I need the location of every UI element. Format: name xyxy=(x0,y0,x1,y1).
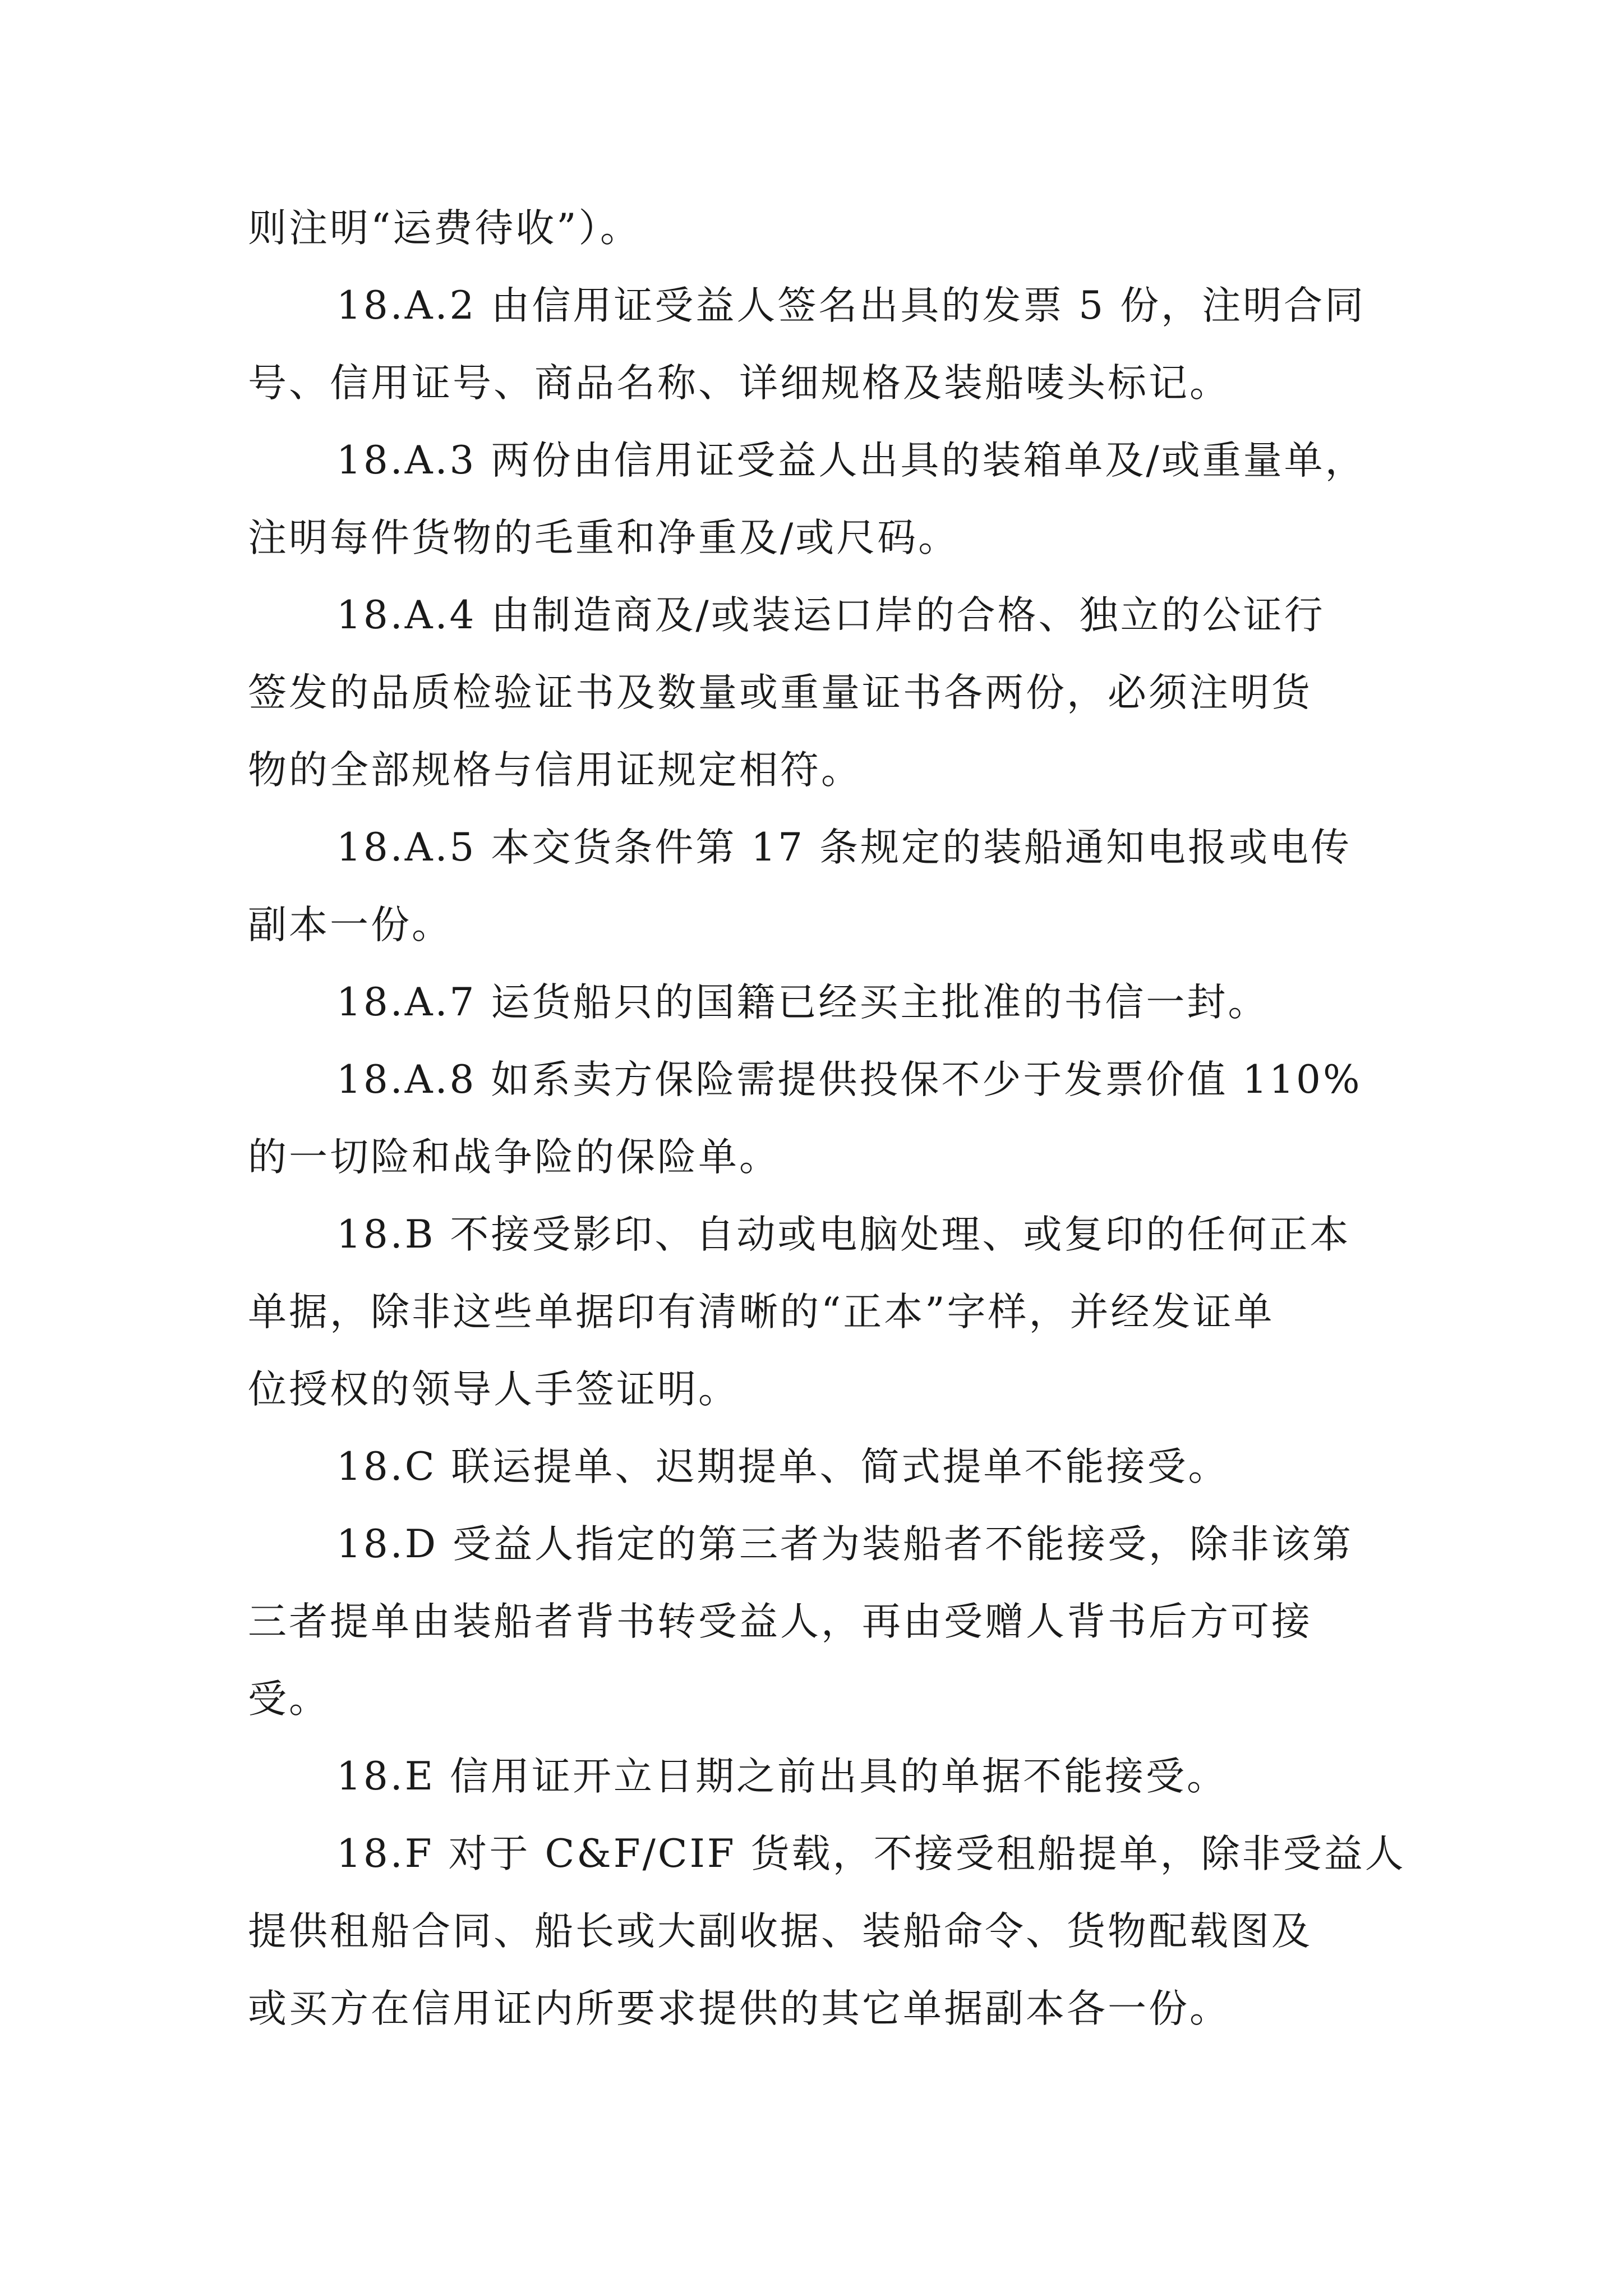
text-line: 签发的品质检验证书及数量或重量证书各两份，必须注明货 xyxy=(248,670,1312,715)
paragraph-18a7-vessel-nationality xyxy=(248,964,1375,1041)
paragraph-18a2-invoice xyxy=(248,267,1375,422)
text-line: 位授权的领导人手签证明。 xyxy=(248,1367,739,1412)
text-line: 18.E 信用证开立日期之前出具的单据不能接受。 xyxy=(336,1754,1228,1799)
paragraph-18d-third-party-shipper xyxy=(248,1506,1375,1738)
paragraph-18a8-insurance xyxy=(248,1041,1375,1196)
text-line: 三者提单由装船者背书转受益人，再由受赠人背书后方可接 xyxy=(248,1599,1312,1644)
paragraph-0 xyxy=(248,190,1375,267)
text-line: 18.D 受益人指定的第三者为装船者不能接受，除非该第 xyxy=(336,1522,1353,1567)
paragraph-18e-document-date xyxy=(248,1738,1375,1815)
text-line: 注明每件货物的毛重和净重及/或尺码。 xyxy=(248,516,960,560)
text-line: 提供租船合同、船长或大副收据、装船命令、货物配载图及 xyxy=(248,1909,1312,1954)
paragraph-18a4-inspection-certificate xyxy=(248,577,1375,809)
document-body xyxy=(248,190,1406,2047)
text-line: 18.A.5 本交货条件第 17 条规定的装船通知电报或电传 xyxy=(336,825,1352,870)
text-line: 号、信用证号、商品名称、详细规格及装船唛头标记。 xyxy=(248,361,1230,406)
text-line: 受。 xyxy=(248,1677,330,1722)
paragraph-18f-charter-party xyxy=(248,1815,1406,2047)
text-line: 的一切险和战争险的保险单。 xyxy=(248,1135,780,1180)
text-line: 18.A.7 运货船只的国籍已经买主批准的书信一封。 xyxy=(336,980,1269,1025)
text-line: 18.A.3 两份由信用证受益人出具的装箱单及/或重量单， xyxy=(336,438,1366,483)
text-line: 18.A.2 由信用证受益人签名出具的发票 5 份，注明合同 xyxy=(336,283,1366,328)
text-line: 则注明“运费待收”）。 xyxy=(248,206,642,251)
text-line: 18.F 对于 C&F/CIF 货载，不接受租船提单，除非受益人 xyxy=(336,1832,1406,1876)
text-line: 18.B 不接受影印、自动或电脑处理、或复印的任何正本 xyxy=(336,1212,1351,1257)
text-line: 18.C 联运提单、迟期提单、简式提单不能接受。 xyxy=(336,1444,1229,1489)
paragraph-18a3-packing-list xyxy=(248,422,1375,577)
text-line: 18.A.8 如系卖方保险需提供投保不少于发票价值 110% xyxy=(336,1057,1362,1102)
paragraph-18a5-shipping-advice xyxy=(248,809,1375,964)
text-line: 18.A.4 由制造商及/或装运口岸的合格、独立的公证行 xyxy=(336,593,1325,638)
paragraph-18b-original-documents xyxy=(248,1196,1375,1428)
text-line: 物的全部规格与信用证规定相符。 xyxy=(248,748,862,793)
text-line: 副本一份。 xyxy=(248,903,453,947)
text-line: 单据，除非这些单据印有清晰的“正本”字样，并经发证单 xyxy=(248,1290,1275,1335)
text-line: 或买方在信用证内所要求提供的其它单据副本各一份。 xyxy=(248,1986,1230,2031)
paragraph-18c-bills-of-lading xyxy=(248,1428,1375,1506)
